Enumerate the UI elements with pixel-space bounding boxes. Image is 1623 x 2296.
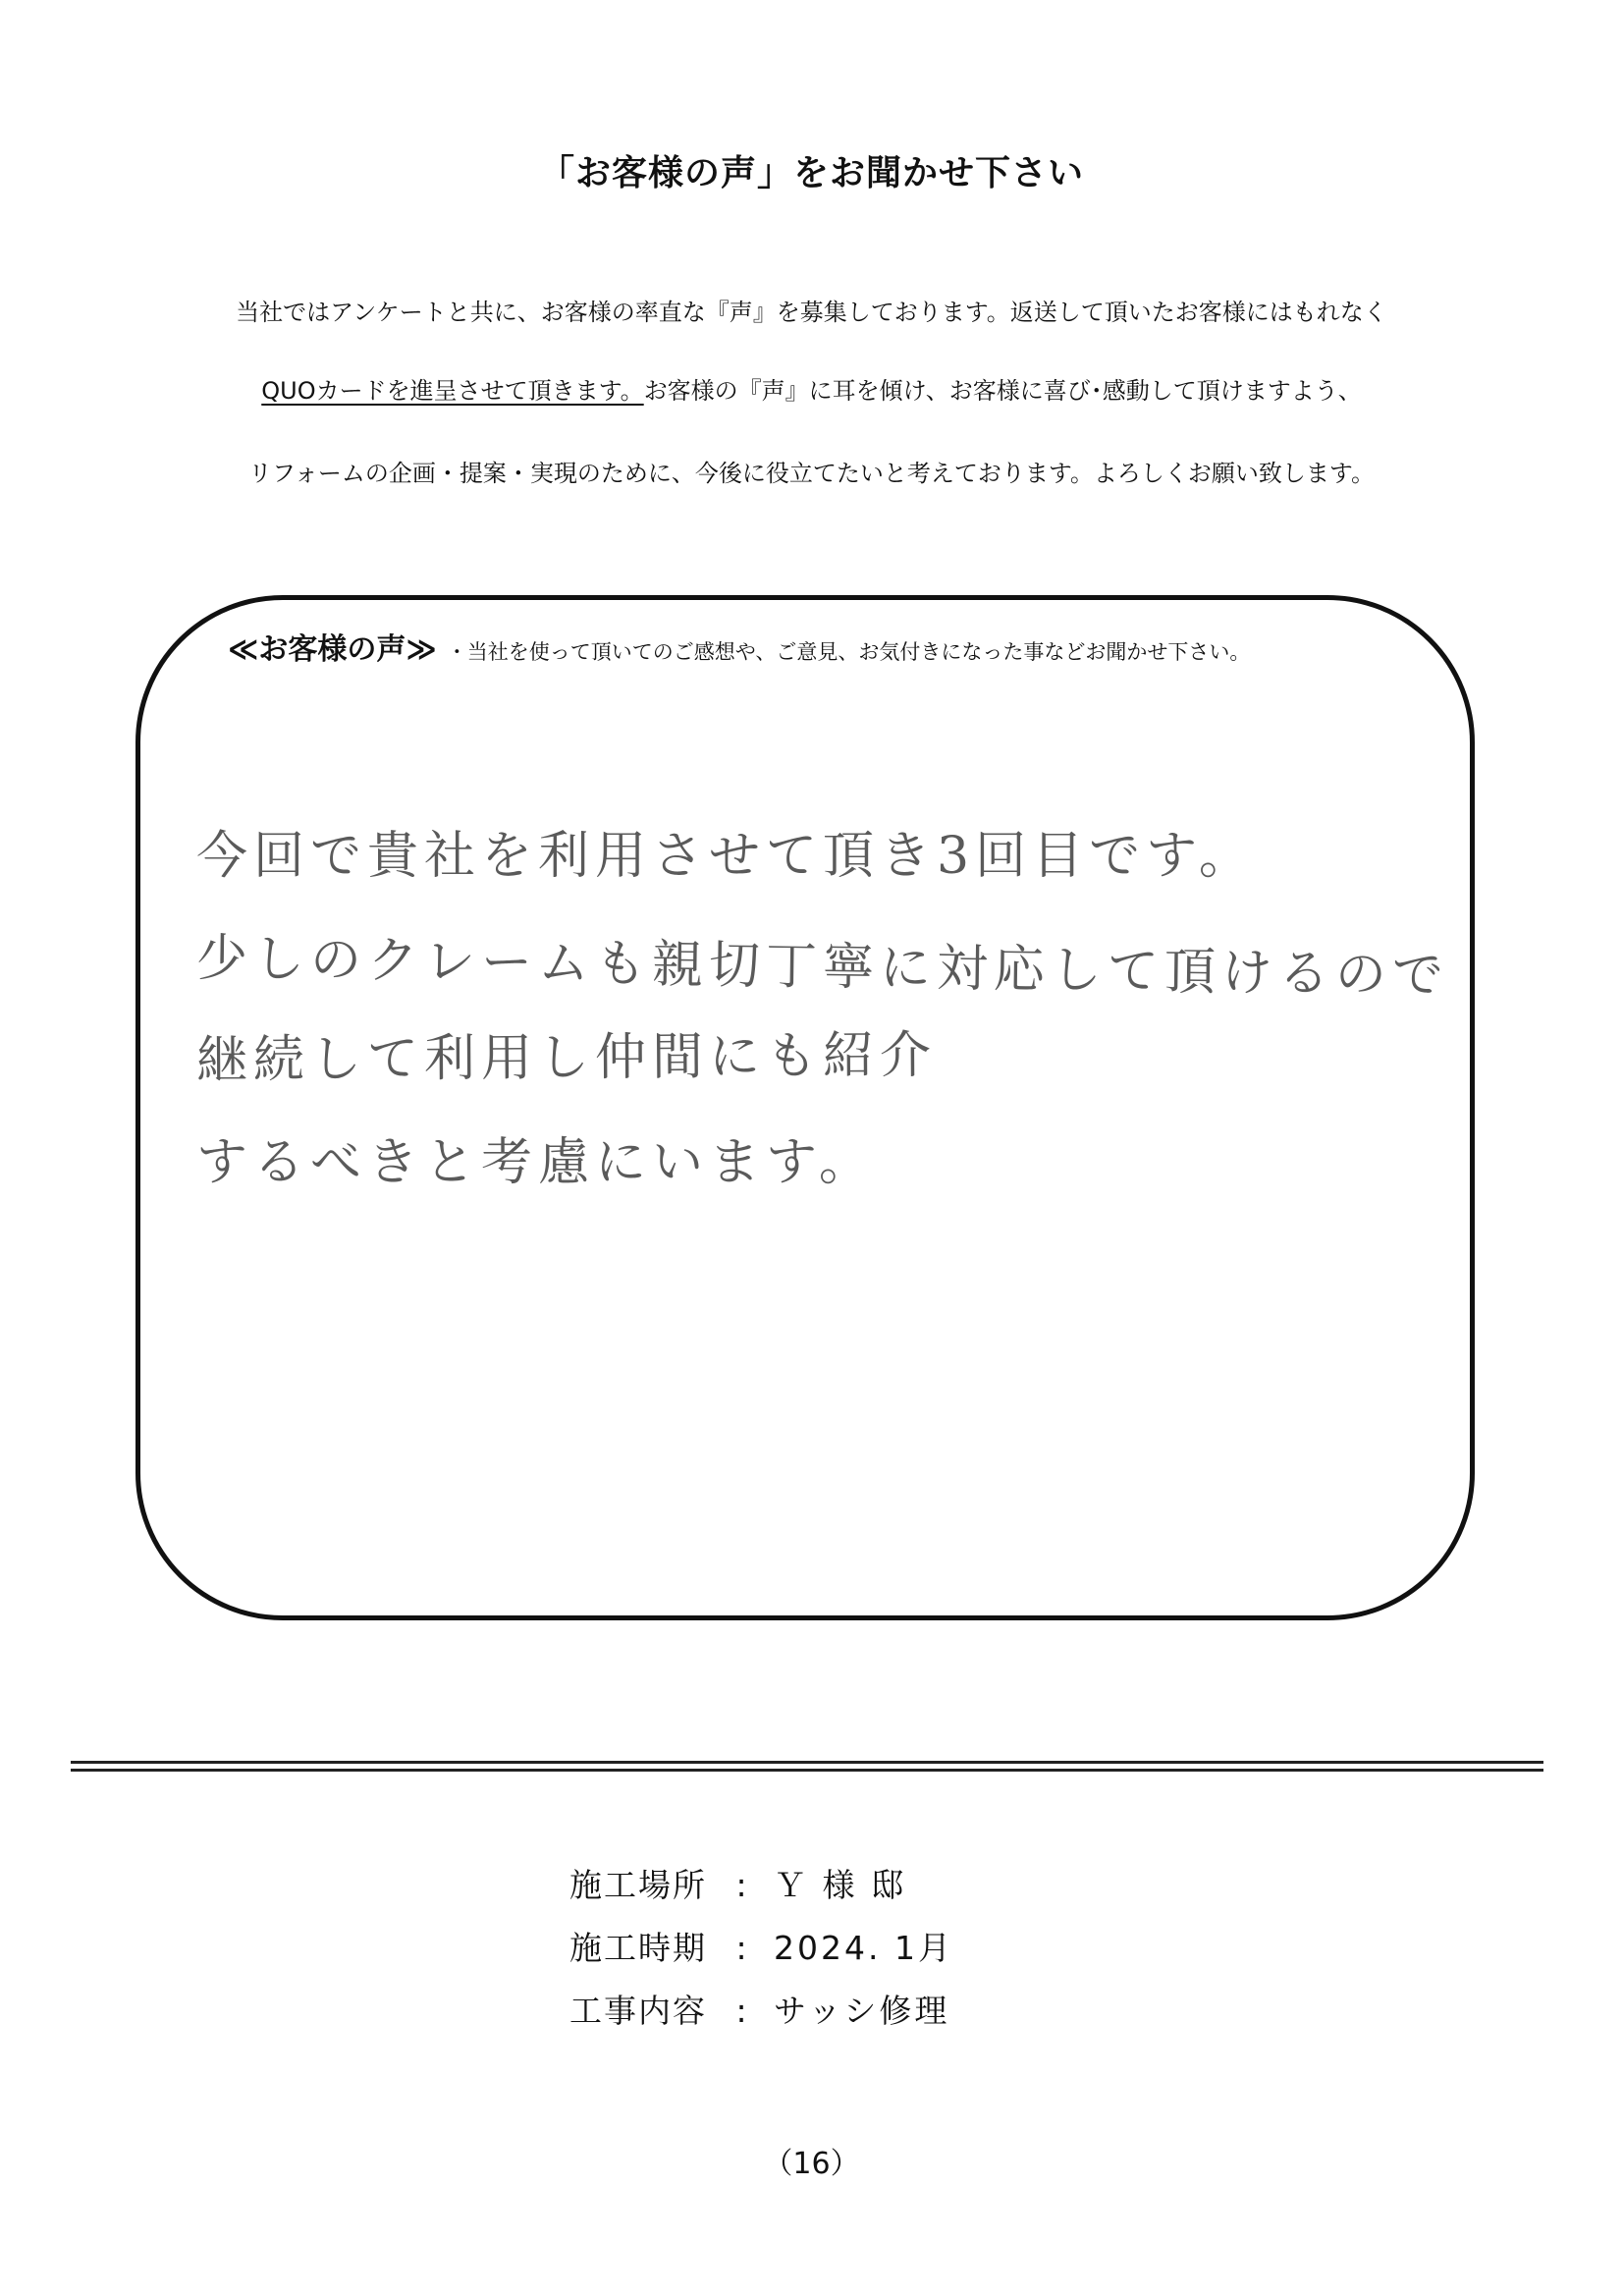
page-number: （16）	[763, 2147, 860, 2181]
detail-label: 施工場所	[569, 1866, 707, 1904]
detail-value: 2024. 1月	[774, 1929, 953, 1967]
intro-line-3: リフォームの企画・提案・実現のために、今後に役立てたいと考えております。よろしくお願い致します。	[248, 460, 1375, 487]
handwritten-line: 少しのクレームも親切丁寧に対応して頂けるので	[195, 929, 1450, 1006]
handwritten-comment	[196, 805, 1473, 1214]
page-title: 「お客様の声」をお聞かせ下さい	[538, 153, 1084, 193]
voice-box-header	[228, 625, 1250, 668]
voice-box-label: ≪お客様の声≫	[228, 632, 437, 667]
voice-box-prompt: ・当社を使って頂いてのご感想や、ご意見、お気付きになった事などお聞かせ下さい。	[446, 640, 1251, 664]
detail-separator: :	[735, 1866, 747, 1904]
handwritten-line: するべきと考慮にいます。	[196, 1133, 876, 1192]
intro-line-2	[147, 371, 1476, 406]
detail-row-period	[569, 1917, 953, 1980]
detail-separator: :	[735, 1992, 747, 2030]
detail-row-work	[569, 1980, 953, 2043]
handwritten-line: 今回で貴社を利用させて頂き3回目です。	[196, 827, 1256, 886]
construction-details	[569, 1854, 953, 2043]
intro-line-2-rest: お客様の『声』に耳を傾け、お客様に喜び･感動して頂けますよう、	[643, 377, 1362, 405]
double-rule-top	[71, 1761, 1543, 1764]
detail-label: 工事内容	[569, 1992, 707, 2030]
detail-value: サッシ修理	[774, 1992, 950, 2030]
intro-line-1: 当社ではアンケートと共に、お客様の率直な『声』を募集しております。返送して頂いたお客様にはもれなく	[236, 299, 1387, 326]
detail-separator: :	[735, 1929, 747, 1967]
detail-value: Ｙ 様 邸	[774, 1866, 906, 1904]
double-rule-bottom	[71, 1769, 1543, 1772]
intro-quo-card-note: QUOカードを進呈させて頂きます。	[261, 377, 644, 405]
detail-row-location	[569, 1854, 953, 1917]
handwritten-line: 継続して利用し仲間にも紹介	[195, 1025, 938, 1090]
detail-label: 施工時期	[569, 1929, 707, 1967]
